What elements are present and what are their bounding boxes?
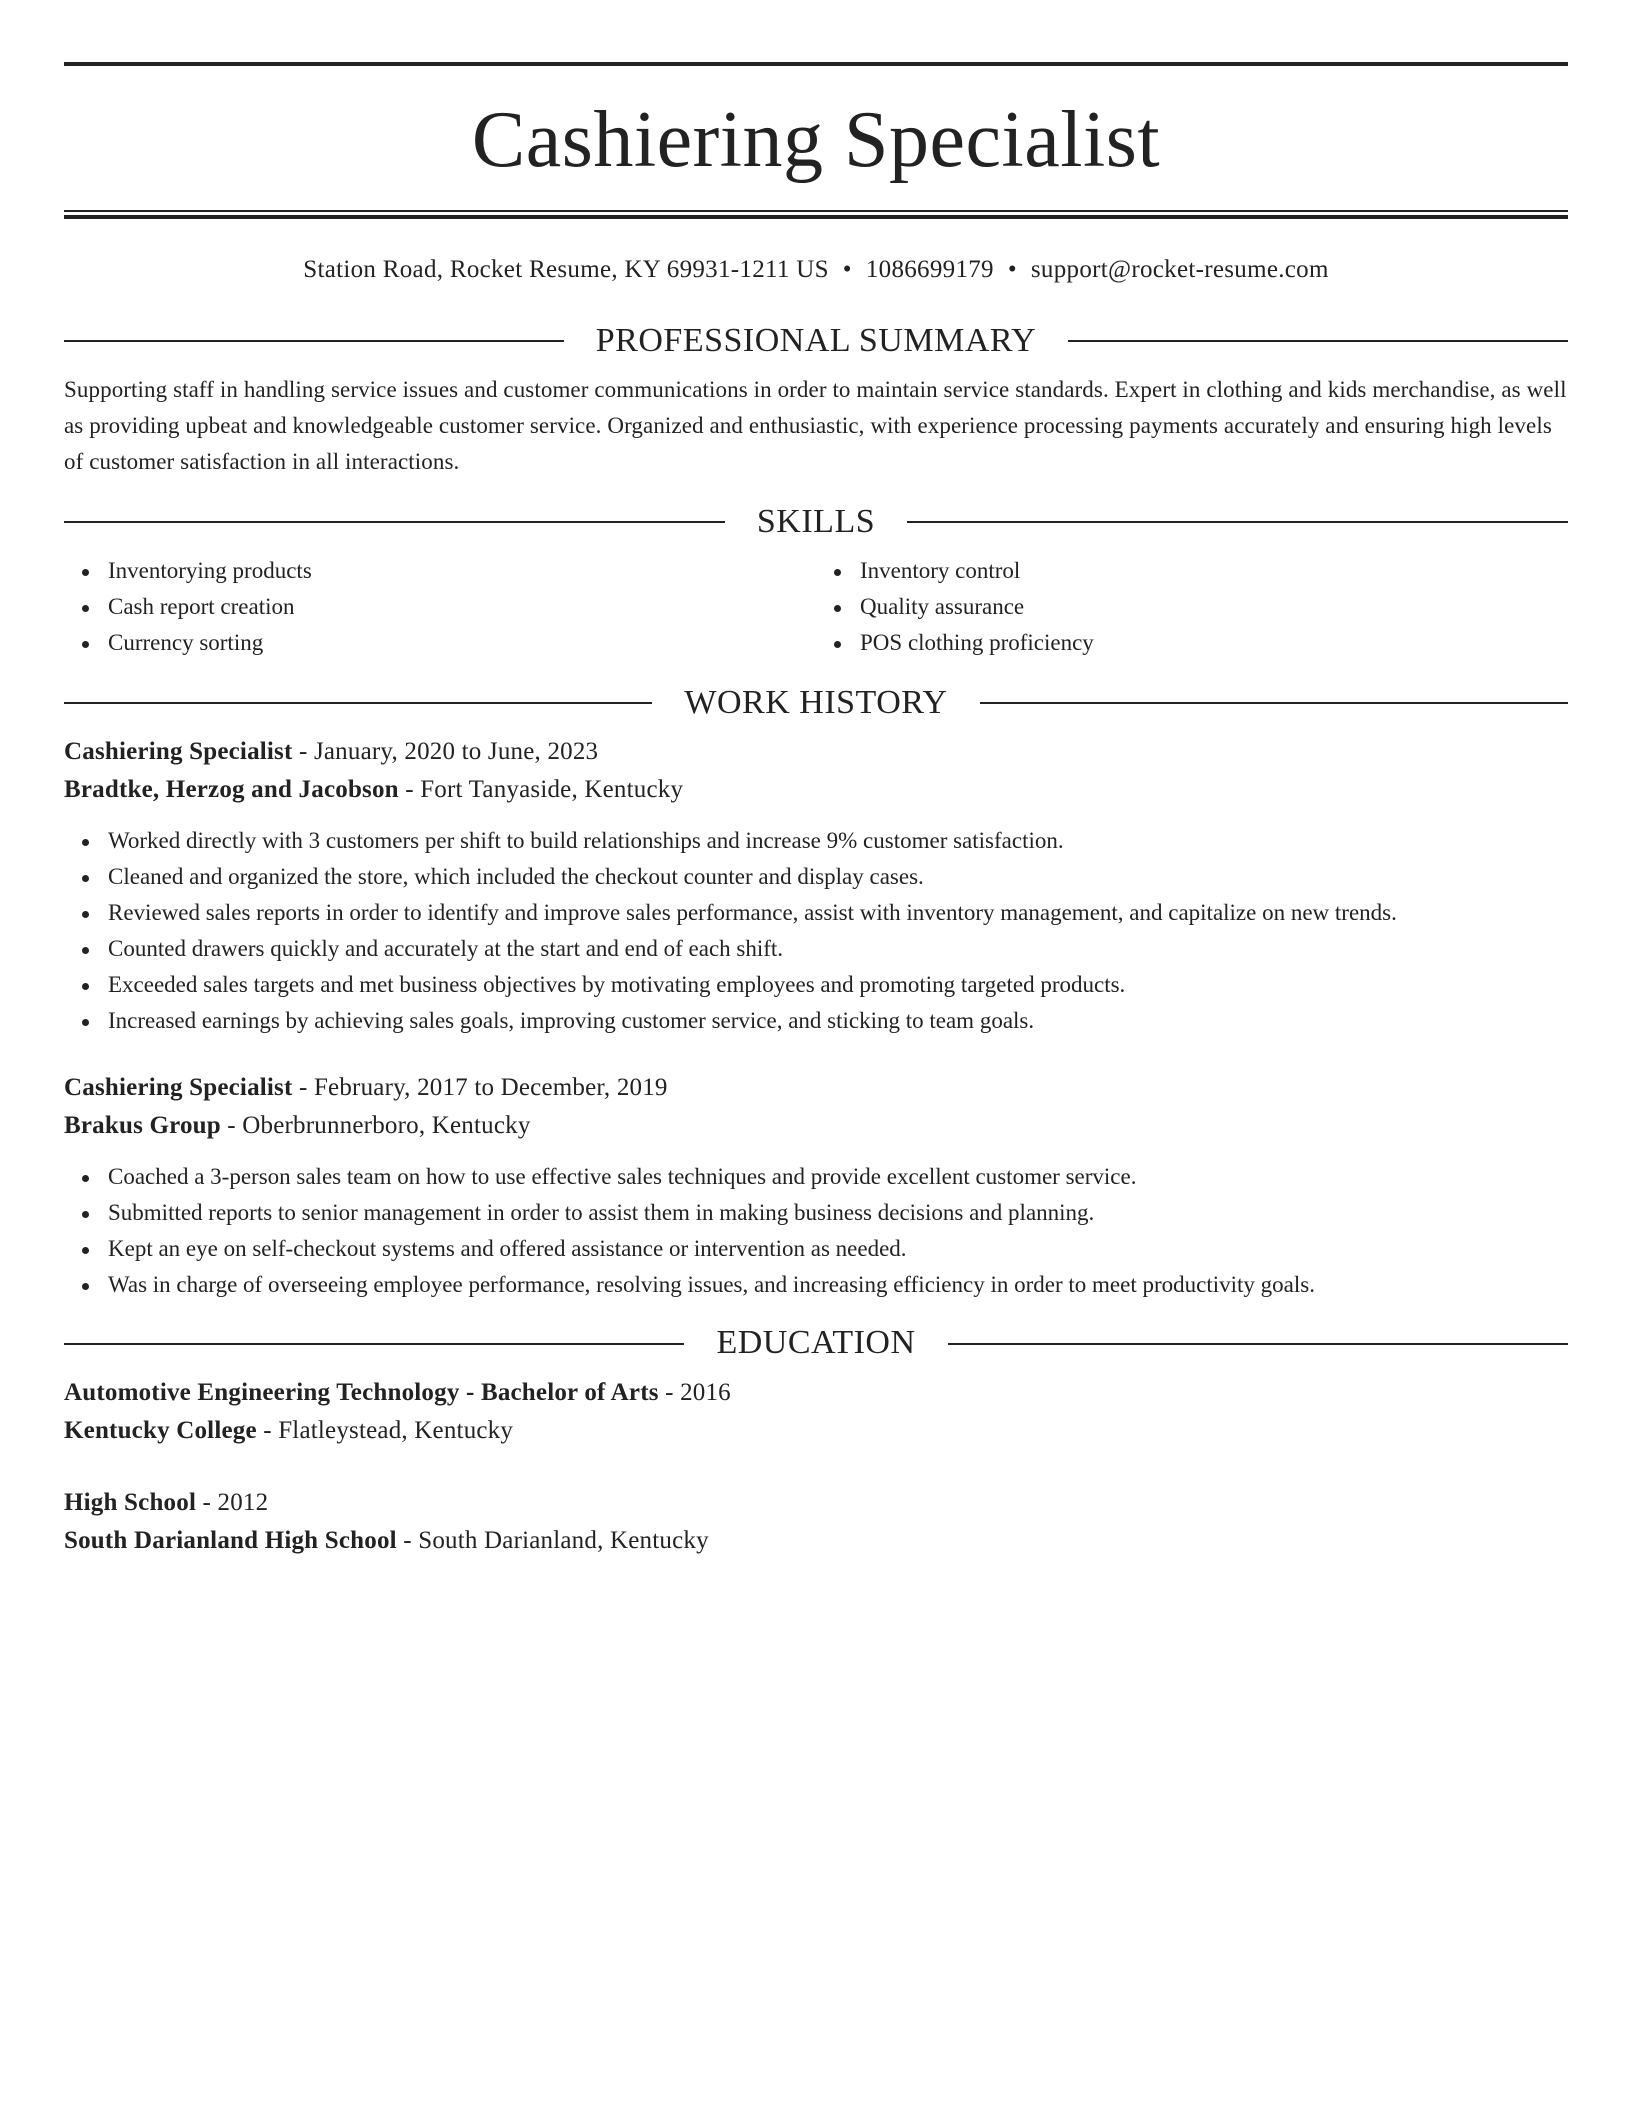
work-heading <box>64 683 1568 724</box>
resume-page <box>64 0 1568 1560</box>
edu-location: - South Darianland, Kentucky <box>396 1527 709 1555</box>
skill-item: Quality assurance <box>860 589 1568 625</box>
skill-item: Inventory control <box>860 553 1568 589</box>
contact-separator: • <box>842 256 852 283</box>
edu-degree-line <box>64 1374 1568 1412</box>
education-heading <box>64 1323 1568 1364</box>
education-entry <box>64 1484 1568 1560</box>
skill-item: Inventorying products <box>108 553 816 589</box>
section-title: SKILLS <box>756 502 876 540</box>
job-dates: - February, 2017 to December, 2019 <box>292 1074 668 1102</box>
job-bullet: Coached a 3-person sales team on how to use effective sales techniques and provide excellent customer service. <box>108 1159 1568 1195</box>
divider-line <box>980 702 1568 704</box>
job-bullet: Worked directly with 3 customers per shift to build relationships and increase 9% customer satisfaction. <box>108 823 1568 859</box>
skill-item: POS clothing proficiency <box>860 625 1568 661</box>
job-company-line <box>64 771 1568 809</box>
job-bullet: Reviewed sales reports in order to identify and improve sales performance, assist with inventory management, and capitalize on new trends. <box>108 895 1568 931</box>
edu-year: - 2016 <box>658 1379 731 1407</box>
candidate-name: Cashiering Specialist <box>471 96 1161 184</box>
divider-line <box>1068 340 1568 342</box>
section-title: EDUCATION <box>716 1324 916 1362</box>
job-bullets <box>64 1159 1568 1303</box>
job-title-line <box>64 733 1568 771</box>
job-title-line <box>64 1069 1568 1107</box>
skills-column-left <box>64 553 816 661</box>
contact-address: Station Road, Rocket Resume, KY 69931-1211 US <box>303 256 829 283</box>
job-company: Bradtke, Herzog and Jacobson <box>64 776 399 804</box>
contact-email: support@rocket-resume.com <box>1030 256 1329 283</box>
job-title: Cashiering Specialist <box>64 1074 293 1102</box>
job-bullet: Submitted reports to senior management in order to assist them in making business decisions and planning. <box>108 1195 1568 1231</box>
divider-line <box>907 521 1568 523</box>
job-company: Brakus Group <box>64 1112 221 1140</box>
job-location: - Oberbrunnerboro, Kentucky <box>220 1112 531 1140</box>
summary-text: Supporting staff in handling service issues and customer communications in order to maintain service standards. Expert in clothing and kids merchandise, as well as providing upbeat and knowledgeable customer service. Organized and enthusiastic, with experience processing payments accurately and ensuring high levels of customer satisfaction in all interactions. <box>64 376 1567 474</box>
edu-location: - Flatleystead, Kentucky <box>256 1417 514 1445</box>
job-company-line <box>64 1107 1568 1145</box>
summary-heading <box>64 321 1568 362</box>
contact-phone: 1086699179 <box>865 256 994 283</box>
edu-degree: Automotive Engineering Technology - Bachelor of Arts <box>64 1379 659 1407</box>
job-bullet: Increased earnings by achieving sales goals, improving customer service, and sticking to team goals. <box>108 1003 1568 1039</box>
divider-line <box>64 1343 684 1345</box>
edu-degree-line <box>64 1484 1568 1522</box>
job-title: Cashiering Specialist <box>64 738 293 766</box>
skills-column-right <box>816 553 1568 661</box>
edu-school-line <box>64 1522 1568 1560</box>
divider-line <box>948 1343 1568 1345</box>
education-entry <box>64 1374 1568 1450</box>
skill-item: Currency sorting <box>108 625 816 661</box>
job-bullets <box>64 823 1568 1039</box>
job-entry <box>64 1069 1568 1303</box>
job-entry <box>64 733 1568 1039</box>
edu-school: Kentucky College <box>64 1417 257 1445</box>
job-dates: - January, 2020 to June, 2023 <box>292 738 599 766</box>
section-title: WORK HISTORY <box>684 683 948 721</box>
skills-heading <box>64 502 1568 543</box>
job-bullet: Kept an eye on self-checkout systems and offered assistance or intervention as needed. <box>108 1231 1568 1267</box>
edu-school-line <box>64 1412 1568 1450</box>
contact-separator: • <box>1007 256 1017 283</box>
skills-list <box>64 553 1568 661</box>
section-title: PROFESSIONAL SUMMARY <box>595 322 1037 359</box>
job-bullet: Cleaned and organized the store, which included the checkout counter and display cases. <box>108 859 1568 895</box>
edu-school: South Darianland High School <box>64 1527 397 1555</box>
double-rule <box>64 210 1568 219</box>
divider-line <box>64 340 564 342</box>
edu-degree: High School <box>64 1489 197 1517</box>
skill-item: Cash report creation <box>108 589 816 625</box>
job-bullet: Counted drawers quickly and accurately at the start and end of each shift. <box>108 931 1568 967</box>
job-bullet: Exceeded sales targets and met business objectives by motivating employees and promoting targeted products. <box>108 967 1568 1003</box>
job-bullet: Was in charge of overseeing employee performance, resolving issues, and increasing efficiency in order to meet productivity goals. <box>108 1267 1568 1303</box>
divider-line <box>64 521 725 523</box>
divider-line <box>64 702 652 704</box>
edu-year: - 2012 <box>196 1489 269 1517</box>
job-location: - Fort Tanyaside, Kentucky <box>398 776 684 804</box>
contact-line <box>64 255 1568 285</box>
